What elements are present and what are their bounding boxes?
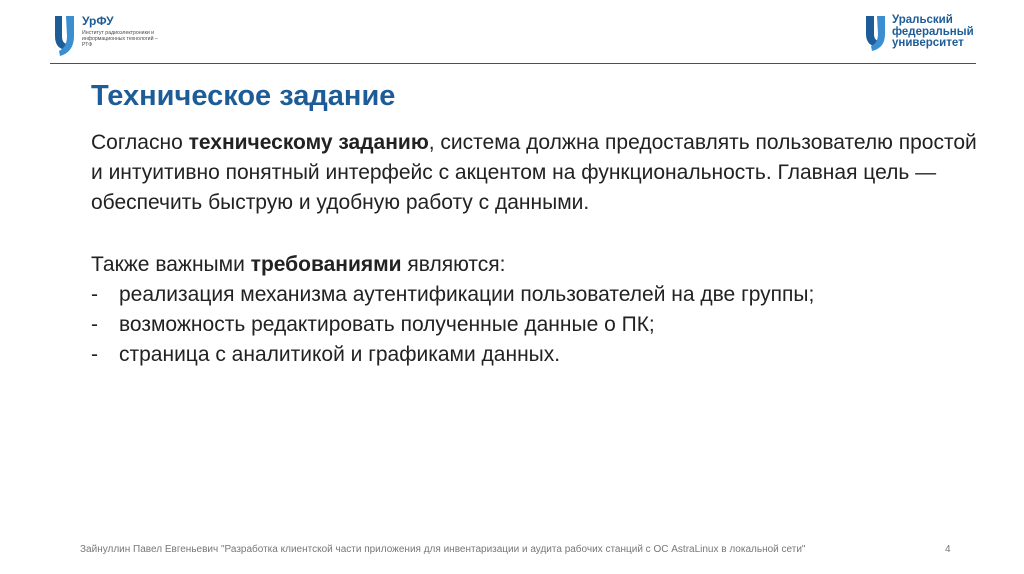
urfu-university-logo	[864, 14, 994, 54]
requirements-emphasis: требованиями	[250, 253, 402, 276]
requirements-text-end: являются:	[401, 253, 506, 276]
urfu-logo-icon	[52, 14, 78, 58]
slide-title: Техническое задание	[91, 80, 396, 112]
footer-caption: Зайнуллин Павел Евгеньевич "Разработка клиентской части приложения для инвентаризации и аудита рабочих станций с ОС AstraLinux в локальной сети"	[80, 544, 806, 555]
requirement-item	[91, 340, 991, 370]
requirements-text-start: Также важными	[91, 253, 251, 276]
slide-body	[91, 128, 991, 370]
intro-text-start: Согласно	[91, 131, 189, 154]
requirement-text: возможность редактировать полученные данные о ПК;	[119, 313, 655, 336]
requirement-item	[91, 280, 991, 310]
institute-name: Институт радиоэлектроники и информационных технологий – РТФ	[82, 30, 158, 48]
requirements-heading	[91, 250, 991, 280]
page-number: 4	[945, 544, 951, 555]
intro-text-end: , система должна предоставлять пользователю простой и интуитивно понятный интерфейс с акцентом на функциональность. Главная цель — обеспечить быструю и удобную работу с данными.	[91, 131, 977, 214]
intro-emphasis: техническому заданию	[188, 131, 429, 154]
intro-paragraph	[91, 128, 991, 218]
university-name-line-2: федеральный	[892, 25, 974, 38]
bullet-dash: -	[91, 343, 98, 366]
university-name-line-3: университет	[892, 37, 964, 49]
requirement-text: реализация механизма аутентификации пользователей на две группы;	[119, 283, 815, 306]
urfu-brand: УрФУ	[82, 14, 114, 28]
requirement-item	[91, 310, 991, 340]
requirement-text: страница с аналитикой и графиками данных.	[119, 343, 561, 366]
urfu-rtf-logo	[52, 14, 162, 60]
university-logo-icon	[864, 14, 890, 52]
header-divider	[50, 63, 976, 64]
university-name	[892, 15, 974, 50]
university-name-line-1: Уральский	[892, 14, 953, 26]
bullet-dash: -	[91, 313, 98, 336]
bullet-dash: -	[91, 283, 98, 306]
